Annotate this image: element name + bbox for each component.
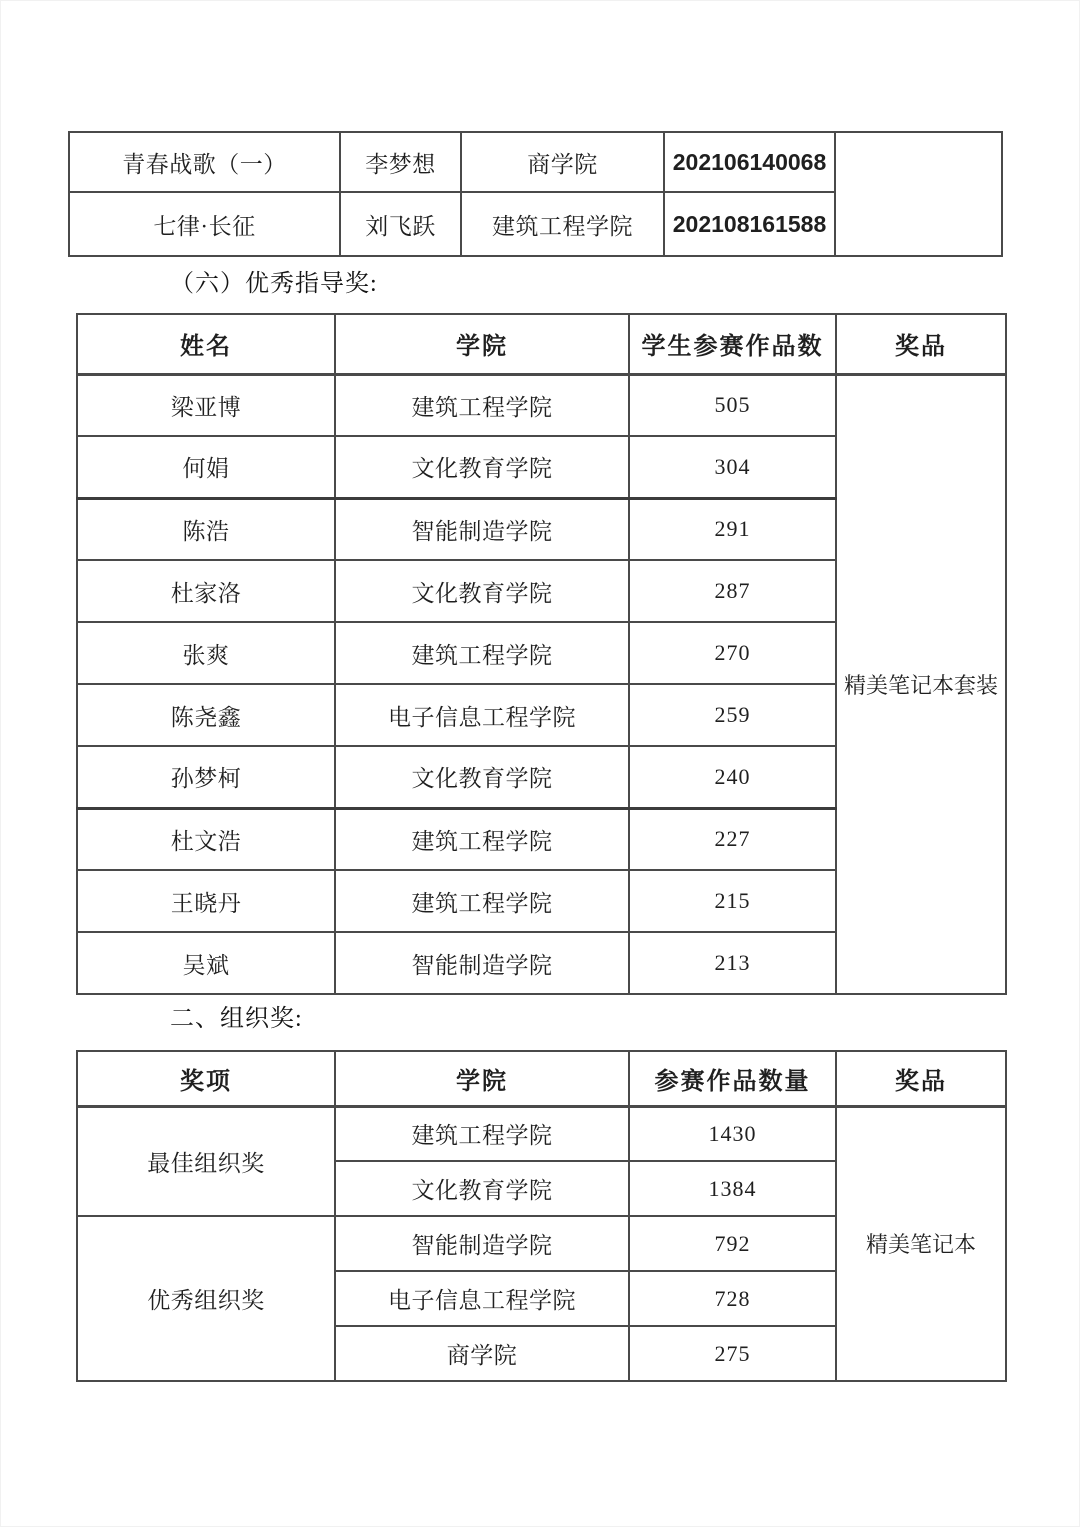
count-cell: 1430 xyxy=(629,1106,836,1161)
name-cell: 杜家洛 xyxy=(77,560,335,622)
count-cell: 259 xyxy=(629,684,836,746)
name-cell: 杜文浩 xyxy=(77,808,335,870)
table-row xyxy=(77,1106,1006,1161)
college-cell: 电子信息工程学院 xyxy=(335,1271,629,1326)
college-cell: 文化教育学院 xyxy=(335,746,629,808)
table-header-row xyxy=(77,1051,1006,1106)
name-cell: 张爽 xyxy=(77,622,335,684)
name-cell: 何娟 xyxy=(77,436,335,498)
college-cell: 建筑工程学院 xyxy=(335,374,629,436)
student-id-cell: 202106140068 xyxy=(664,132,835,192)
section-heading-six: （六）优秀指导奖: xyxy=(170,271,378,297)
header-college: 学院 xyxy=(335,314,629,374)
section-heading-two: 二、组织奖: xyxy=(170,1006,303,1032)
college-cell: 文化教育学院 xyxy=(335,560,629,622)
prize-cell-empty xyxy=(835,132,1002,256)
table-row xyxy=(69,132,1002,192)
college-cell: 建筑工程学院 xyxy=(335,1106,629,1161)
college-cell: 文化教育学院 xyxy=(335,1161,629,1216)
college-cell: 建筑工程学院 xyxy=(335,622,629,684)
college-cell: 文化教育学院 xyxy=(335,436,629,498)
college-cell: 建筑工程学院 xyxy=(335,808,629,870)
name-cell: 梁亚博 xyxy=(77,374,335,436)
count-cell: 728 xyxy=(629,1271,836,1326)
college-cell: 智能制造学院 xyxy=(335,498,629,560)
college-cell: 商学院 xyxy=(335,1326,629,1381)
work-title-cell: 七律·长征 xyxy=(69,192,340,256)
college-cell: 商学院 xyxy=(461,132,664,192)
award-cell-excellent: 优秀组织奖 xyxy=(77,1216,335,1381)
count-cell: 505 xyxy=(629,374,836,436)
header-prize: 奖品 xyxy=(836,314,1006,374)
count-cell: 215 xyxy=(629,870,836,932)
works-continuation-table xyxy=(68,131,1003,257)
table-row xyxy=(77,374,1006,436)
header-name: 姓名 xyxy=(77,314,335,374)
count-cell: 275 xyxy=(629,1326,836,1381)
student-id-cell: 202108161588 xyxy=(664,192,835,256)
header-college: 学院 xyxy=(335,1051,629,1106)
college-cell: 智能制造学院 xyxy=(335,932,629,994)
count-cell: 240 xyxy=(629,746,836,808)
award-cell-best: 最佳组织奖 xyxy=(77,1106,335,1216)
name-cell: 孙梦柯 xyxy=(77,746,335,808)
count-cell: 1384 xyxy=(629,1161,836,1216)
name-cell: 陈尧鑫 xyxy=(77,684,335,746)
count-cell: 213 xyxy=(629,932,836,994)
count-cell: 291 xyxy=(629,498,836,560)
prize-cell: 精美笔记本 xyxy=(836,1106,1006,1381)
header-count: 学生参赛作品数 xyxy=(629,314,836,374)
count-cell: 227 xyxy=(629,808,836,870)
guidance-award-table xyxy=(76,313,1007,995)
header-award: 奖项 xyxy=(77,1051,335,1106)
prize-cell: 精美笔记本套装 xyxy=(836,374,1006,994)
name-cell: 王晓丹 xyxy=(77,870,335,932)
count-cell: 304 xyxy=(629,436,836,498)
author-cell: 李梦想 xyxy=(340,132,461,192)
college-cell: 建筑工程学院 xyxy=(461,192,664,256)
college-cell: 电子信息工程学院 xyxy=(335,684,629,746)
table-header-row xyxy=(77,314,1006,374)
count-cell: 270 xyxy=(629,622,836,684)
college-cell: 建筑工程学院 xyxy=(335,870,629,932)
work-title-cell: 青春战歌（一） xyxy=(69,132,340,192)
author-cell: 刘飞跃 xyxy=(340,192,461,256)
header-count: 参赛作品数量 xyxy=(629,1051,836,1106)
header-prize: 奖品 xyxy=(836,1051,1006,1106)
name-cell: 陈浩 xyxy=(77,498,335,560)
college-cell: 智能制造学院 xyxy=(335,1216,629,1271)
count-cell: 792 xyxy=(629,1216,836,1271)
name-cell: 吴斌 xyxy=(77,932,335,994)
count-cell: 287 xyxy=(629,560,836,622)
organization-award-table xyxy=(76,1050,1007,1382)
